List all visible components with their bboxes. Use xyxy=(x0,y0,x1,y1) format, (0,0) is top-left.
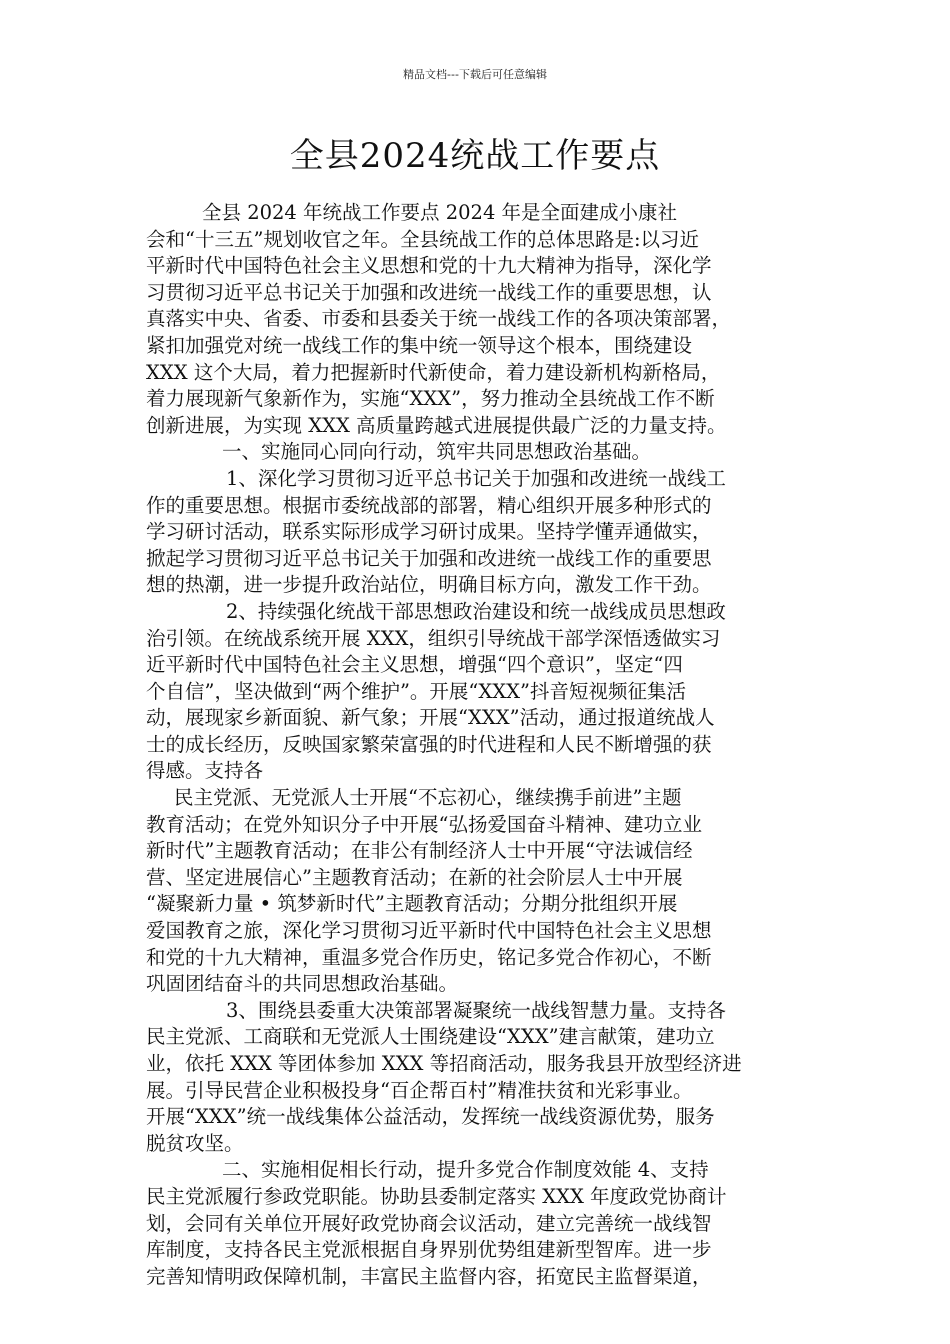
body-line: 业，依托 XXX 等团体参加 XXX 等招商活动，服务我县开放型经济进 xyxy=(146,1052,742,1075)
body-line: 营、坚定进展信心”主题教育活动；在新的社会阶层人士中开展 xyxy=(146,865,683,889)
body-line: XXX 这个大局，着力把握新时代新使命，着力建设新机构新格局， xyxy=(146,360,721,384)
body-line: 民主党派、无党派人士开展“不忘初心，继续携手前进”主题 xyxy=(174,786,682,810)
body-line: 1、深化学习贯彻习近平总书记关于加强和改进统一战线工 xyxy=(226,466,726,490)
body-line: 掀起学习贯彻习近平总书记关于加强和改进统一战线工作的重要思 xyxy=(146,546,712,570)
document-body xyxy=(146,200,806,1290)
body-line: 士的成长经历，反映国家繁荣富强的时代进程和人民不断增强的获 xyxy=(146,732,712,756)
body-line: 和党的十九大精神，重温多党合作历史，铭记多党合作初心，不断 xyxy=(146,945,712,969)
body-line: 真落实中央、省委、市委和县委关于统一战线工作的各项决策部署， xyxy=(146,307,732,331)
body-line: 近平新时代中国特色社会主义思想，增强“四个意识”，坚定“四 xyxy=(146,653,683,677)
body-line: 个自信”，坚决做到“两个维护”。开展“XXX”抖音短视频征集活 xyxy=(146,679,686,703)
body-line: 划，会同有关单位开展好政党协商会议活动，建立完善统一战线智 xyxy=(146,1211,712,1235)
body-line: 民主党派、工商联和无党派人士围绕建设“XXX”建言献策，建功立 xyxy=(146,1025,715,1049)
body-line: 库制度，支持各民主党派根据自身界别优势组建新型智库。进一步 xyxy=(146,1238,712,1262)
body-line: 爱国教育之旅，深化学习贯彻习近平新时代中国特色社会主义思想 xyxy=(146,919,712,943)
body-line: 巩固团结奋斗的共同思想政治基础。 xyxy=(146,972,459,996)
body-line: 展。引导民营企业积极投身“百企帮百村”精准扶贫和光彩事业。 xyxy=(146,1078,693,1102)
body-line: 3、围绕县委重大决策部署凝聚统一战线智慧力量。支持各 xyxy=(226,998,726,1022)
body-line: 一、实施同心同向行动，筑牢共同思想政治基础。 xyxy=(222,440,652,464)
body-line: 创新进展，为实现 XXX 高质量跨越式进展提供最广泛的力量支持。 xyxy=(146,413,727,437)
body-line: 治引领。在统战系统开展 XXX，组织引导统战干部学深悟透做实习 xyxy=(146,626,721,650)
body-line: 教育活动；在党外知识分子中开展“弘扬爱国奋斗精神、建功立业 xyxy=(146,812,702,836)
body-line: 开展“XXX”统一战线集体公益活动，发挥统一战线资源优势，服务 xyxy=(146,1105,715,1129)
body-line: 着力展现新气象新作为，实施“XXX”，努力推动全县统战工作不断 xyxy=(146,387,715,411)
body-line: 民主党派履行参政党职能。协助县委制定落实 XXX 年度政党协商计 xyxy=(146,1184,727,1208)
body-line: 得感。支持各 xyxy=(146,759,264,783)
body-line: 作的重要思想。根据市委统战部的部署，精心组织开展多种形式的 xyxy=(146,493,712,517)
body-line: 二、实施相促相长行动，提升多党合作制度效能 4、支持 xyxy=(222,1158,709,1182)
body-line: 会和“十三五”规划收官之年。全县统战工作的总体思路是:以习近 xyxy=(146,227,700,251)
body-line: 2、持续强化统战干部思想政治建设和统一战线成员思想政 xyxy=(226,599,726,623)
body-line: 紧扣加强党对统一战线工作的集中统一领导这个根本，围绕建设 xyxy=(146,333,693,357)
body-line: “凝聚新力量 • 筑梦新时代”主题教育活动；分期分批组织开展 xyxy=(146,892,678,916)
body-line: 习贯彻习近平总书记关于加强和改进统一战线工作的重要思想，认 xyxy=(146,280,712,304)
body-line: 动，展现家乡新面貌、新气象；开展“XXX”活动，通过报道统战人 xyxy=(146,706,715,730)
document-title: 全县2024统战工作要点 xyxy=(289,136,661,176)
body-line: 完善知情明政保障机制，丰富民主监督内容，拓宽民主监督渠道， xyxy=(146,1264,712,1288)
body-line: 想的热潮，进一步提升政治站位，明确目标方向，激发工作干劲。 xyxy=(146,573,712,597)
body-line: 脱贫攻坚。 xyxy=(146,1131,244,1155)
body-line: 平新时代中国特色社会主义思想和党的十九大精神为指导，深化学 xyxy=(146,254,712,278)
body-line: 全县 2024 年统战工作要点 2024 年是全面建成小康社 xyxy=(202,201,678,224)
body-line: 学习研讨活动，联系实际形成学习研讨成果。坚持学懂弄通做实， xyxy=(146,520,712,544)
page-header-note: 精品文档---下载后可任意编辑 xyxy=(403,68,547,81)
body-line: 新时代”主题教育活动；在非公有制经济人士中开展“守法诚信经 xyxy=(146,839,693,863)
